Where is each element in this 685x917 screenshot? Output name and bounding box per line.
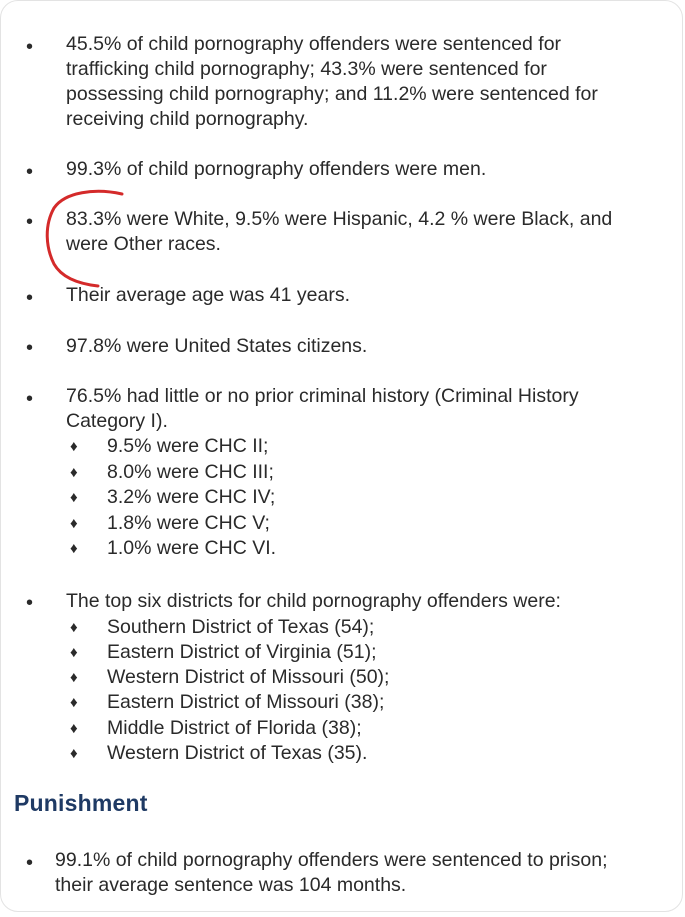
diamond-bullet-icon: ♦ [70,515,78,532]
sub-item: 9.5% were CHC II; [107,435,269,457]
bullet-3-text [66,207,685,257]
text-line: trafficking child pornography; 43.3% were sentenced for [66,58,547,80]
bullet-marker: • [26,36,34,58]
diamond-bullet-icon: ♦ [70,720,78,737]
red-bracket-annotation [40,186,130,291]
bullet-marker: • [26,592,34,614]
bullet-marker: • [26,161,34,183]
bullet-marker: • [26,852,34,874]
bullet-marker: • [26,287,34,309]
bullet-marker: • [26,337,34,359]
text-line: Category I). [66,410,168,432]
bullet-6-text [66,384,685,434]
sub-item: 3.2% were CHC IV; [107,486,276,508]
diamond-bullet-icon: ♦ [70,694,78,711]
text-line: 83.3% were White, 9.5% were Hispanic, 4.2 % were Black, and [66,208,613,230]
bullet-1-text [66,32,685,132]
sub-item: Southern District of Texas (54); [107,616,375,638]
sub-item: Eastern District of Missouri (38); [107,691,385,713]
bullet-7-text [66,589,685,614]
diamond-bullet-icon: ♦ [70,540,78,557]
bracket-stroke [47,191,122,286]
sub-item: Eastern District of Virginia (51); [107,641,377,663]
section-heading-punishment: Punishment [14,790,148,816]
text-line: 99.3% of child pornography offenders were men. [66,158,487,180]
sub-item: Middle District of Florida (38); [107,717,362,739]
sub-item: 1.8% were CHC V; [107,512,270,534]
diamond-bullet-icon: ♦ [70,669,78,686]
sub-item: Western District of Missouri (50); [107,666,390,688]
text-line: their average sentence was 104 months. [55,874,407,896]
text-line: 97.8% were United States citizens. [66,335,368,357]
text-line: 76.5% had little or no prior criminal history (Criminal History [66,385,579,407]
diamond-bullet-icon: ♦ [70,644,78,661]
text-line: possessing child pornography; and 11.2% were sentenced for [66,83,598,105]
text-line: 99.1% of child pornography offenders were sentenced to prison; [55,849,608,871]
text-line: receiving child pornography. [66,108,309,130]
bullet-marker: • [26,388,34,410]
bullet-marker: • [26,211,34,233]
bullet-5-text [66,334,685,359]
bullet-2-text [66,157,685,182]
text-line: The top six districts for child pornography offenders were: [66,590,561,612]
diamond-bullet-icon: ♦ [70,619,78,636]
diamond-bullet-icon: ♦ [70,438,78,455]
punishment-text [55,848,685,898]
sub-item: Western District of Texas (35). [107,742,368,764]
text-line: 45.5% of child pornography offenders were sentenced for [66,33,562,55]
sub-item: 1.0% were CHC VI. [107,537,277,559]
diamond-bullet-icon: ♦ [70,745,78,762]
bullet-4-text [66,283,685,308]
text-line: Their average age was 41 years. [66,284,350,306]
diamond-bullet-icon: ♦ [70,464,78,481]
sub-item: 8.0% were CHC III; [107,461,274,483]
diamond-bullet-icon: ♦ [70,489,78,506]
text-line: were Other races. [66,233,221,255]
